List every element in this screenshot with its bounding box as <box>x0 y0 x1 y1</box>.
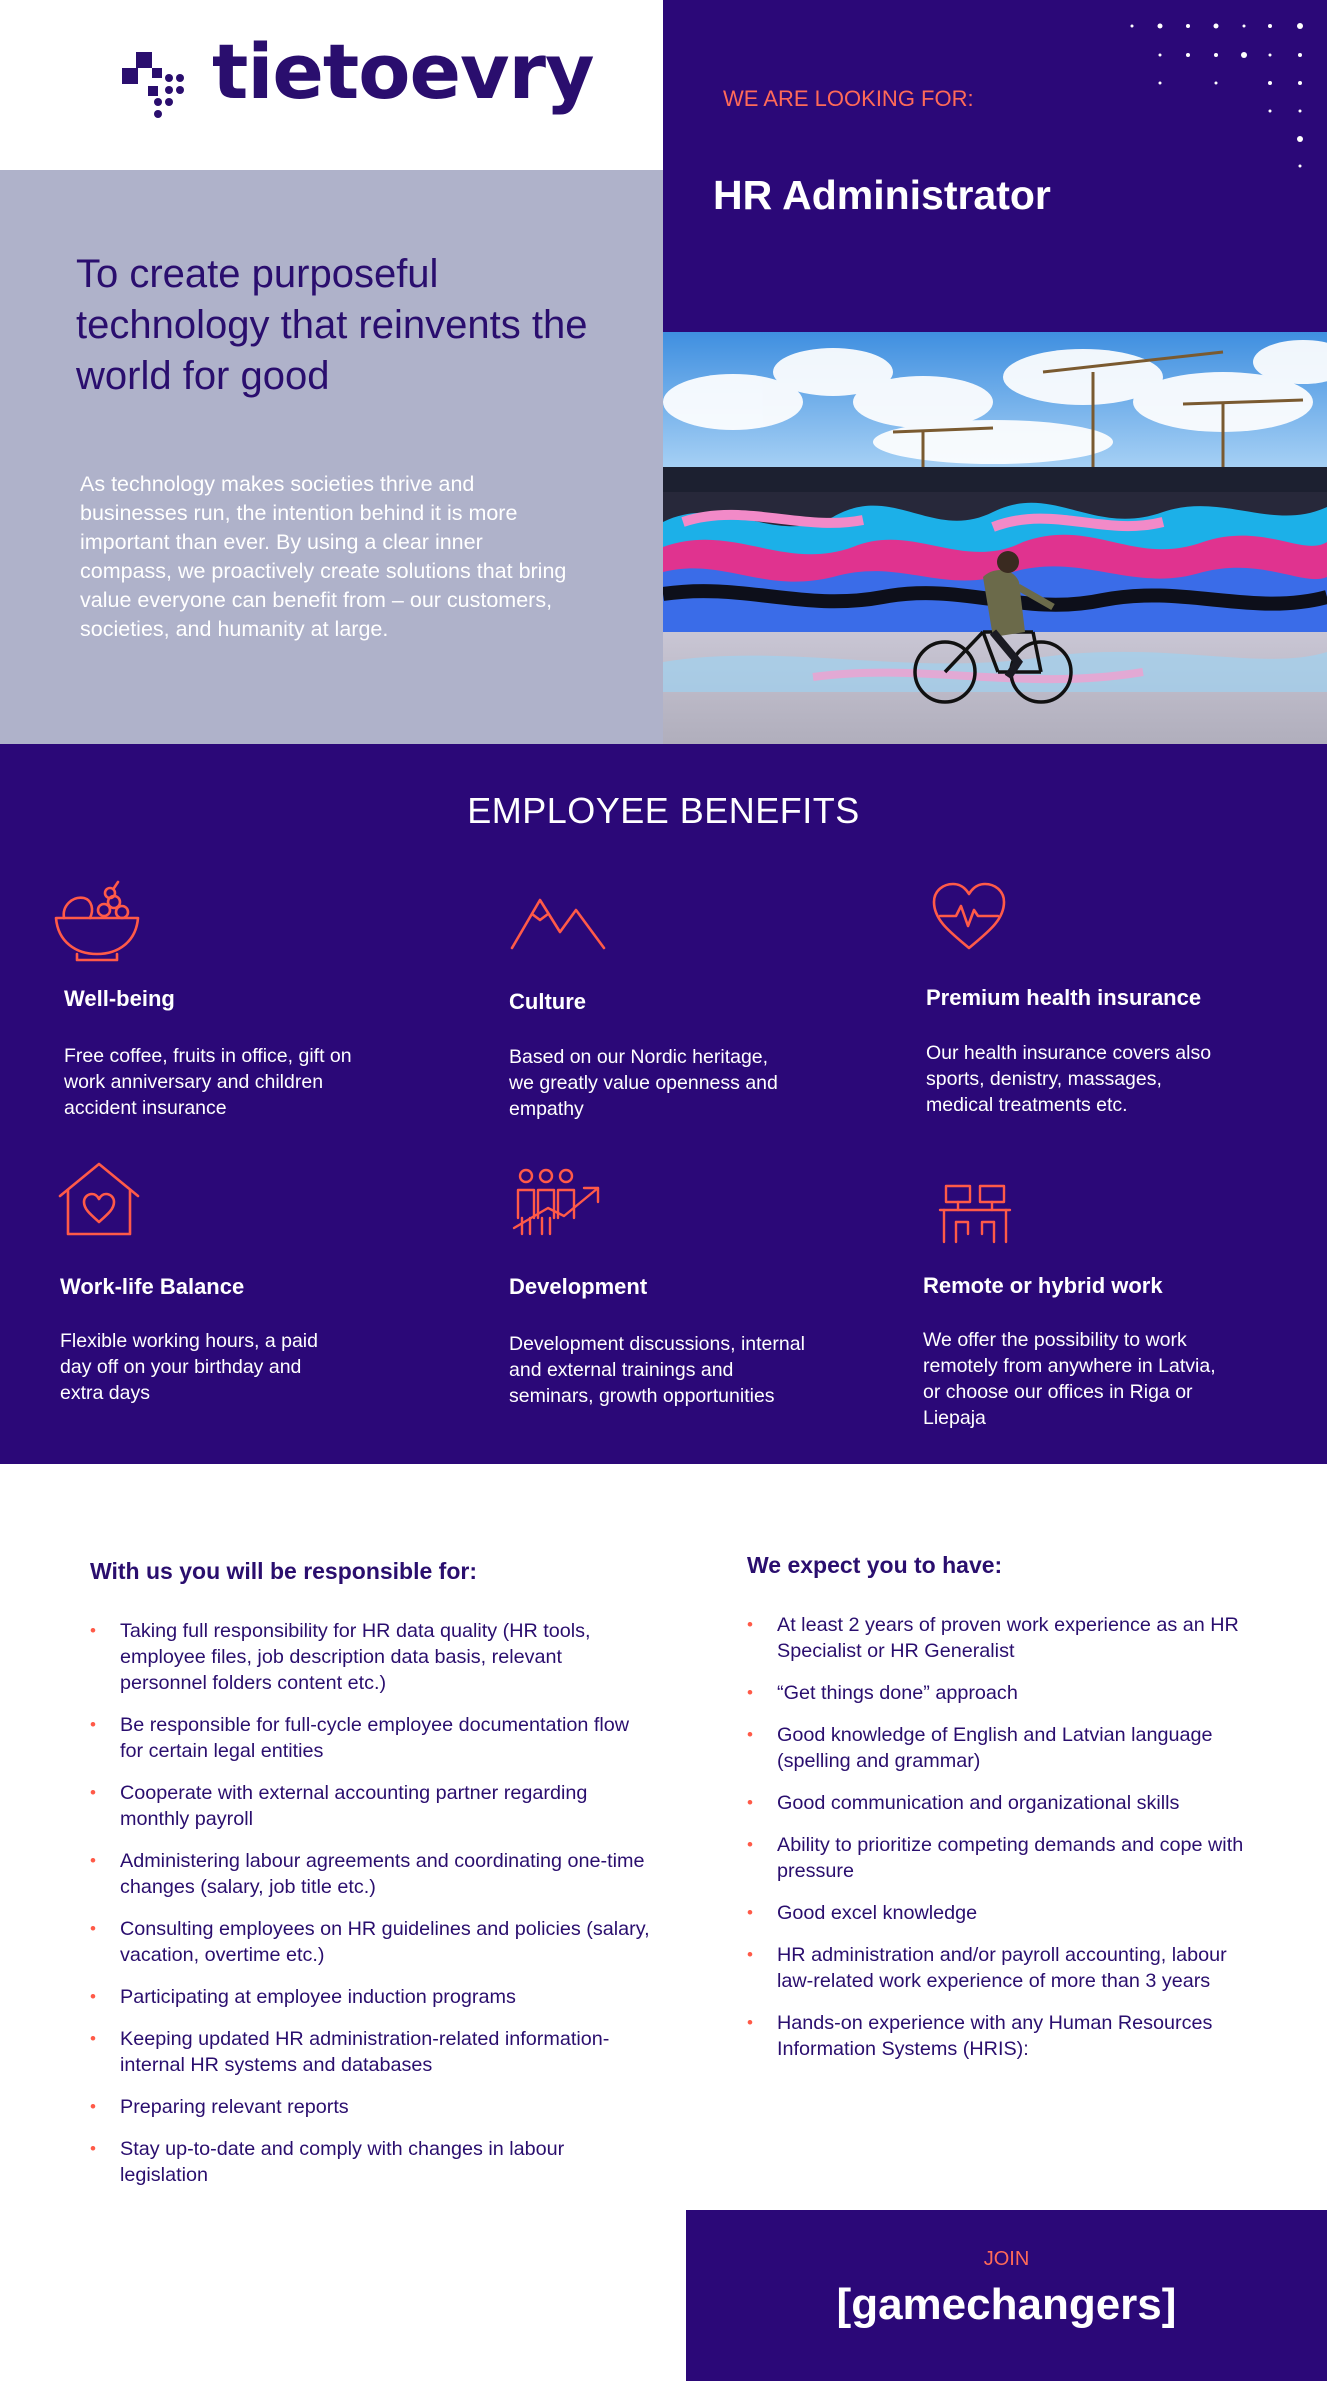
responsibilities-list <box>90 1618 650 2204</box>
list-item: • At least 2 years of proven work experience as an HR Specialist or HR Generalist <box>747 1612 1267 1664</box>
house-heart-icon <box>56 1160 142 1238</box>
mountain-icon <box>510 890 606 952</box>
list-item: • Ability to prioritize competing demands and cope with pressure <box>747 1832 1267 1884</box>
list-item: • Be responsible for full-cycle employee documentation flow for certain legal entities <box>90 1712 650 1764</box>
gamechangers-tagline: [gamechangers] <box>836 2280 1177 2329</box>
mural-cyclist-photo <box>663 332 1327 744</box>
looking-for-label: WE ARE LOOKING FOR: <box>723 86 974 111</box>
mission-heading: To create purposeful technology that reinvents the world for good <box>76 252 588 398</box>
benefit-title-culture: Culture <box>509 989 586 1014</box>
list-item: • HR administration and/or payroll accounting, labour law-related work experience of more than 3 years <box>747 1942 1267 1994</box>
benefit-title-health: Premium health insurance <box>926 985 1202 1010</box>
list-item: • Administering labour agreements and coordinating one-time changes (salary, job title etc.) <box>90 1848 650 1900</box>
desks-icon <box>938 1184 1012 1246</box>
benefit-text-culture: Based on our Nordic heritage, we greatly value openness and empathy <box>509 1046 778 1120</box>
team-growth-icon <box>512 1168 606 1240</box>
benefit-text-remote: We offer the possibility to work remotely from anywhere in Latvia, or choose our offices in Riga or Liepaja <box>923 1329 1216 1429</box>
benefits-title: EMPLOYEE BENEFITS <box>467 790 860 831</box>
requirements-list <box>747 1612 1267 2078</box>
list-item: • Good knowledge of English and Latvian language (spelling and grammar) <box>747 1722 1267 1774</box>
decorative-dots <box>1120 18 1320 173</box>
benefit-text-health: Our health insurance covers also sports, denistry, massages, medical treatments etc. <box>926 1042 1212 1116</box>
list-item: • Keeping updated HR administration-related information- internal HR systems and databases <box>90 2026 650 2078</box>
benefit-text-worklife: Flexible working hours, a paid day off on your birthday and extra days <box>60 1330 318 1404</box>
list-item: • “Get things done” approach <box>747 1680 1267 1706</box>
mission-text: As technology makes societies thrive and businesses run, the intention behind it is more important than ever. By using a clear inner compass, we proactively create solutions that bring value everyone can benefit from – our customers, societies, and humanity at large. <box>80 472 567 641</box>
list-item: • Stay up-to-date and comply with changes in labour legislation <box>90 2136 650 2188</box>
list-item: • Participating at employee induction programs <box>90 1984 650 2010</box>
list-item: • Taking full responsibility for HR data quality (HR tools, employee files, job description data basis, relevant personnel folders content etc.) <box>90 1618 650 1696</box>
join-label: JOIN <box>983 2248 1030 2270</box>
heart-pulse-icon <box>930 882 1008 952</box>
fruit-bowl-icon <box>52 880 142 962</box>
tietoevry-logo-wordmark: tietoevry <box>212 27 594 116</box>
list-item: • Good excel knowledge <box>747 1900 1267 1926</box>
benefit-text-wellbeing: Free coffee, fruits in office, gift on work anniversary and children accident insurance <box>64 1045 352 1119</box>
benefit-title-remote: Remote or hybrid work <box>923 1273 1163 1298</box>
benefit-title-wellbeing: Well-being <box>64 986 175 1011</box>
benefit-title-worklife: Work-life Balance <box>60 1274 245 1299</box>
list-item: • Preparing relevant reports <box>90 2094 650 2120</box>
benefit-title-development: Development <box>509 1274 648 1299</box>
tietoevry-logo-mark <box>122 50 192 120</box>
requirements-title: We expect you to have: <box>747 1552 1003 1578</box>
responsibilities-title: With us you will be responsible for: <box>90 1558 477 1584</box>
list-item: • Good communication and organizational skills <box>747 1790 1267 1816</box>
list-item: • Hands-on experience with any Human Resources Information Systems (HRIS): <box>747 2010 1267 2062</box>
list-item: • Cooperate with external accounting partner regarding monthly payroll <box>90 1780 650 1832</box>
benefit-text-development: Development discussions, internal and external trainings and seminars, growth opportunities <box>509 1333 805 1407</box>
job-title: HR Administrator <box>713 172 1051 218</box>
list-item: • Consulting employees on HR guidelines and policies (salary, vacation, overtime etc.) <box>90 1916 650 1968</box>
